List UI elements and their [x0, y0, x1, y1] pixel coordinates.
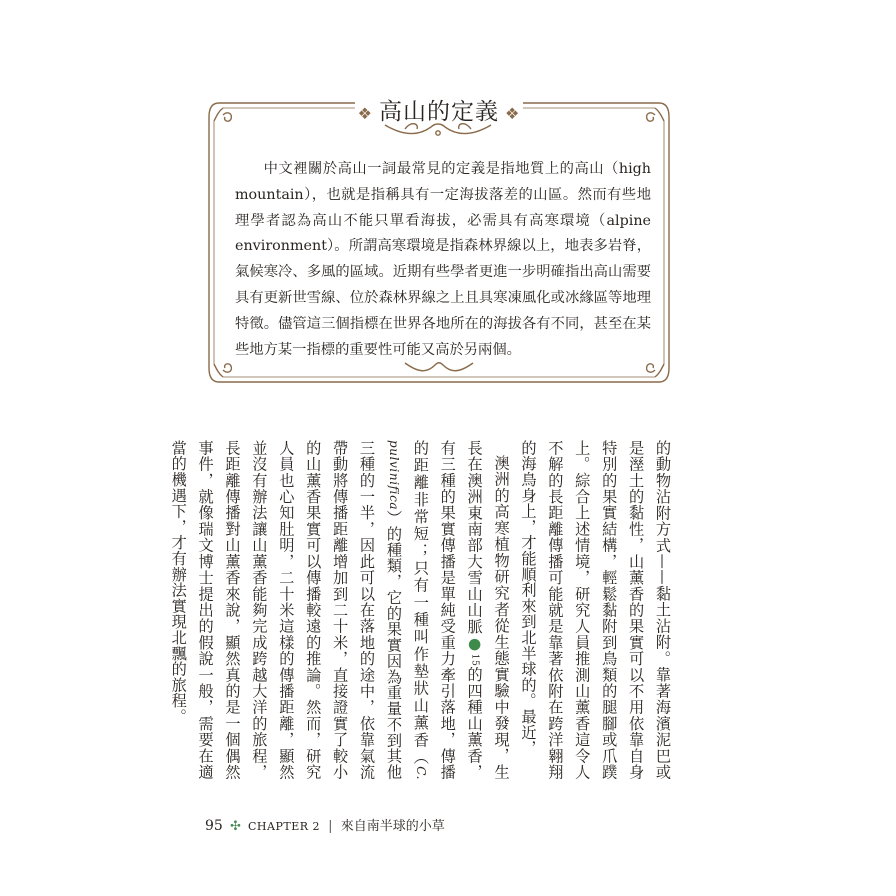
diamond-ornament-icon: ❖	[505, 103, 521, 123]
definition-box	[205, 95, 673, 390]
footnote-dot-icon: ●	[465, 634, 484, 654]
body-paragraph-2	[165, 440, 515, 780]
page-number: 95	[205, 818, 223, 834]
chapter-label: CHAPTER 2	[248, 820, 321, 833]
box-title: 高山的定義	[379, 99, 499, 125]
body-paragraph-2-part-c: ）的種類，它的果實因為重量不到其他三種的一半，因此可以在落地的途中，依靠氣流帶動將傳播距離增加到二十米，直接證實了較小的山薰香果實可以傳播較遠的推論。然而，研究人員也心知肚明，二十米這樣的傳播距離，顯然並沒有辦法讓山薰香能夠完成跨越大洋的旅程，長距離傳播對山薰香來說，顯然真的是一個偶然事件，就像瑞文博士提出的假說一般，需要在適當的機遇下，才有辦法實現北飄的旅程。	[169, 440, 403, 780]
body-paragraph-2-part-a: 澳洲的高寒植物研究者從生態實驗中發現，生長在澳洲東南部大雪山山脈	[465, 440, 511, 780]
box-title-row	[205, 93, 673, 126]
vertical-body-text	[169, 440, 676, 780]
chapter-title: 來自南半球的小草	[340, 819, 445, 834]
body-paragraph-2-part-b: 的四種山薰香，有三種的果實傳播是單純受重力牽引落地，傳播的距離非常短；只有一種叫作墊狀山薰香（	[411, 440, 484, 780]
flower-ornament-icon: ✣	[229, 819, 241, 834]
footer-separator: |	[328, 819, 333, 834]
body-paragraph-1: 的動物沾附方式——黏土沾附。靠著海濱泥巴或是溼土的黏性，山薰香的果實可以不用依靠自身特別的果實結構，輕鬆黏附到鳥類的腿腳或爪蹼上。綜合上述情境，研究人員推測山薰香這令人不解的長距離傳播可能就是靠著依附在跨洋翱翔的海鳥身上，才能順利來到北半球的。最近，	[519, 440, 672, 780]
definition-paragraph: 中文裡關於高山一詞最常見的定義是指地質上的高山（high mountain），也就是指稱具有一定海拔落差的山區。然而有些地理學者認為高山不能只單看海拔，必需具有高寒環境（alpine environment）。所謂高寒環境是指森林界線以上，地表多岩脊，氣候寒冷、多風的區域。近期有些學者更進一步明確指出高山需要具有更新世雪線、位於森林界線之上且具寒凍風化或冰緣區等地理特徵。儘管這三個指標在世界各地所在的海拔各有不同，甚至在某些地方某一指標的重要性可能又高於另兩個。	[235, 161, 651, 358]
box-body	[235, 157, 651, 363]
page-footer	[205, 815, 445, 834]
diamond-ornament-icon: ❖	[357, 103, 373, 123]
footnote-ref[interactable]: 15	[469, 653, 480, 667]
latin-species-name: C. pulvinifica	[386, 440, 428, 780]
